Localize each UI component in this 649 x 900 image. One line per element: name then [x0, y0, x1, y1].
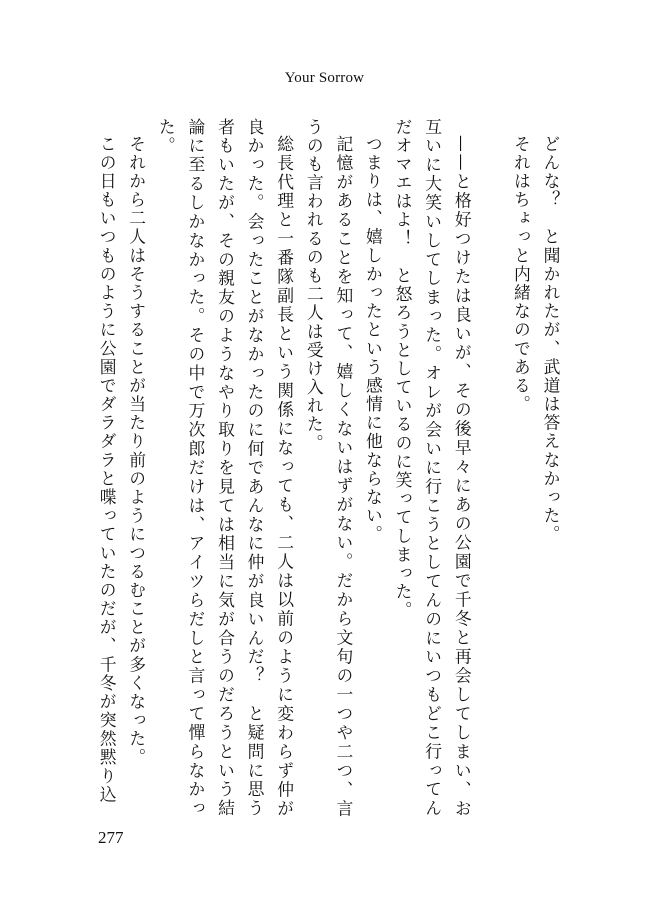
blank-line: [476, 118, 506, 818]
paragraph: 総長代理と一番隊副長という関係になっても、二人は以前のように変わらず仲が良かった。会ったことがなかったのに何であんなに仲が良いんだ？ と疑問に思う者もいたが、その親友のようなやり取りを見ては相当に気が合うのだろうという結論に至るしかなかった。その中で万次郎だけは、アイツらだしと言って憚らなかった。: [156, 118, 295, 818]
paragraph: それから二人はそうすることが当たり前のようにつるむことが多くなった。: [126, 134, 147, 767]
vertical-body-text: [85, 118, 565, 818]
page-number: 277: [98, 828, 124, 847]
paragraph: 記憶があることを知って、嬉しくないはずがない。だから文句の一つや二つ、言うのも言われるのも二人は受け入れた。: [304, 118, 354, 818]
running-title: Your Sorrow: [284, 70, 365, 86]
paragraph: それはちょっと内緒なのである。: [511, 134, 532, 414]
paragraph: ——と格好つけたは良いが、その後早々にあの公園で千冬と再会してしまい、お互いに大笑いしてしまった。オレが会いに行こうとしてんのにいつもどこ行ってんだオマエはよ！ と怒ろうとしているのに笑ってしまった。: [393, 118, 473, 818]
paragraph: この日もいつものように公園でダラダラと喋っていたのだが、千冬が突然黙り込: [97, 134, 118, 805]
paragraph: どんな？ と聞かれたが、武道は答えなかった。: [541, 134, 561, 544]
paragraph: つまりは、嬉しかったという感情に他ならない。: [363, 134, 384, 544]
